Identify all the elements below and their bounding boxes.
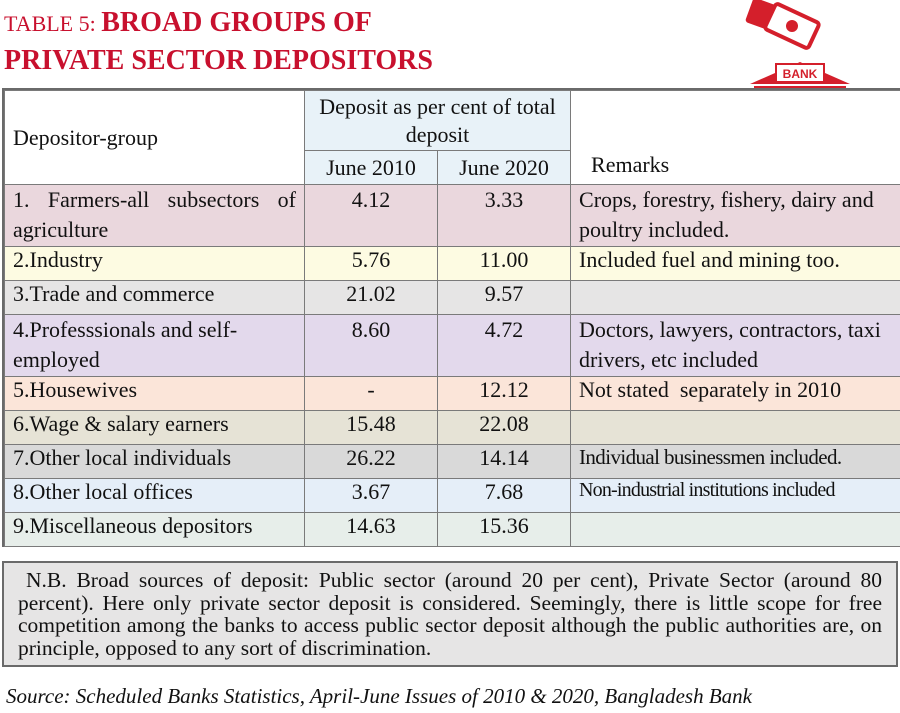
row-2020: 15.36 [438, 513, 571, 547]
header-deposit-percent: Deposit as per cent of total deposit [305, 91, 571, 151]
header-remarks: Remarks [571, 91, 900, 185]
row-2020: 11.00 [438, 247, 571, 281]
title-line2: PRIVATE SECTOR DEPOSITORS [4, 45, 433, 76]
row-2010: 21.02 [305, 281, 438, 315]
row-group: 1. Farmers-all subsectors of agriculture [5, 185, 305, 247]
row-remarks: Not stated separately in 2010 [571, 377, 900, 411]
row-2010: 5.76 [305, 247, 438, 281]
row-group: 9.Miscellaneous depositors [5, 513, 305, 547]
row-group: 2.Industry [5, 247, 305, 281]
depositor-table [2, 88, 900, 547]
table-row [5, 411, 900, 445]
table-row [5, 315, 900, 377]
row-2010: 14.63 [305, 513, 438, 547]
table-row [5, 247, 900, 281]
row-group: 3.Trade and commerce [5, 281, 305, 315]
row-2010: 26.22 [305, 445, 438, 479]
row-remarks: Individual businessmen included. [571, 445, 900, 479]
table-row [5, 377, 900, 411]
row-remarks [571, 513, 900, 547]
row-2010: 4.12 [305, 185, 438, 247]
row-group: 6.Wage & salary earners [5, 411, 305, 445]
row-2020: 12.12 [438, 377, 571, 411]
table-row [5, 185, 900, 247]
table-row [5, 281, 900, 315]
row-2020: 7.68 [438, 479, 571, 513]
title-line1: BROAD GROUPS OF [101, 7, 372, 38]
row-2010: 3.67 [305, 479, 438, 513]
table-row [5, 445, 900, 479]
footnote-box: N.B. Broad sources of deposit: Public sector (around 20 per cent), Private Sector (around 80 percent). Here only private sector deposit is considered. Seemingly, there is little scope for free competition among the banks to access public sector deposit although the public authorities are, on principle, opposed to any sort of discrimination. [2, 561, 898, 667]
row-2010: 15.48 [305, 411, 438, 445]
source-line: Source: Scheduled Banks Statistics, April-June Issues of 2010 & 2020, Bangladesh Bank [6, 684, 752, 708]
table-title [4, 6, 704, 82]
row-group: 5.Housewives [5, 377, 305, 411]
header-depositor-group: Depositor-group [5, 91, 305, 185]
row-remarks: Included fuel and mining too. [571, 247, 900, 281]
row-remarks [571, 281, 900, 315]
row-2020: 4.72 [438, 315, 571, 377]
row-group: 7.Other local individuals [5, 445, 305, 479]
row-remarks [571, 411, 900, 445]
row-group: 4.Professsionals and self-employed [5, 315, 305, 377]
row-2010: 8.60 [305, 315, 438, 377]
title-prefix: TABLE 5: [4, 11, 102, 36]
header-june-2010: June 2010 [305, 151, 438, 185]
table-row [5, 513, 900, 547]
row-remarks: Crops, forestry, fishery, dairy and poultry included. [571, 185, 900, 247]
row-remarks: Non-industrial institutions included [571, 479, 900, 513]
bank-sign-text: BANK [782, 67, 818, 81]
row-2020: 3.33 [438, 185, 571, 247]
row-2020: 14.14 [438, 445, 571, 479]
row-2020: 22.08 [438, 411, 571, 445]
row-remarks: Doctors, lawyers, contractors, taxi drivers, etc included [571, 315, 900, 377]
table-row [5, 479, 900, 513]
row-2010: - [305, 377, 438, 411]
row-group: 8.Other local offices [5, 479, 305, 513]
row-2020: 9.57 [438, 281, 571, 315]
header-june-2020: June 2020 [438, 151, 571, 185]
